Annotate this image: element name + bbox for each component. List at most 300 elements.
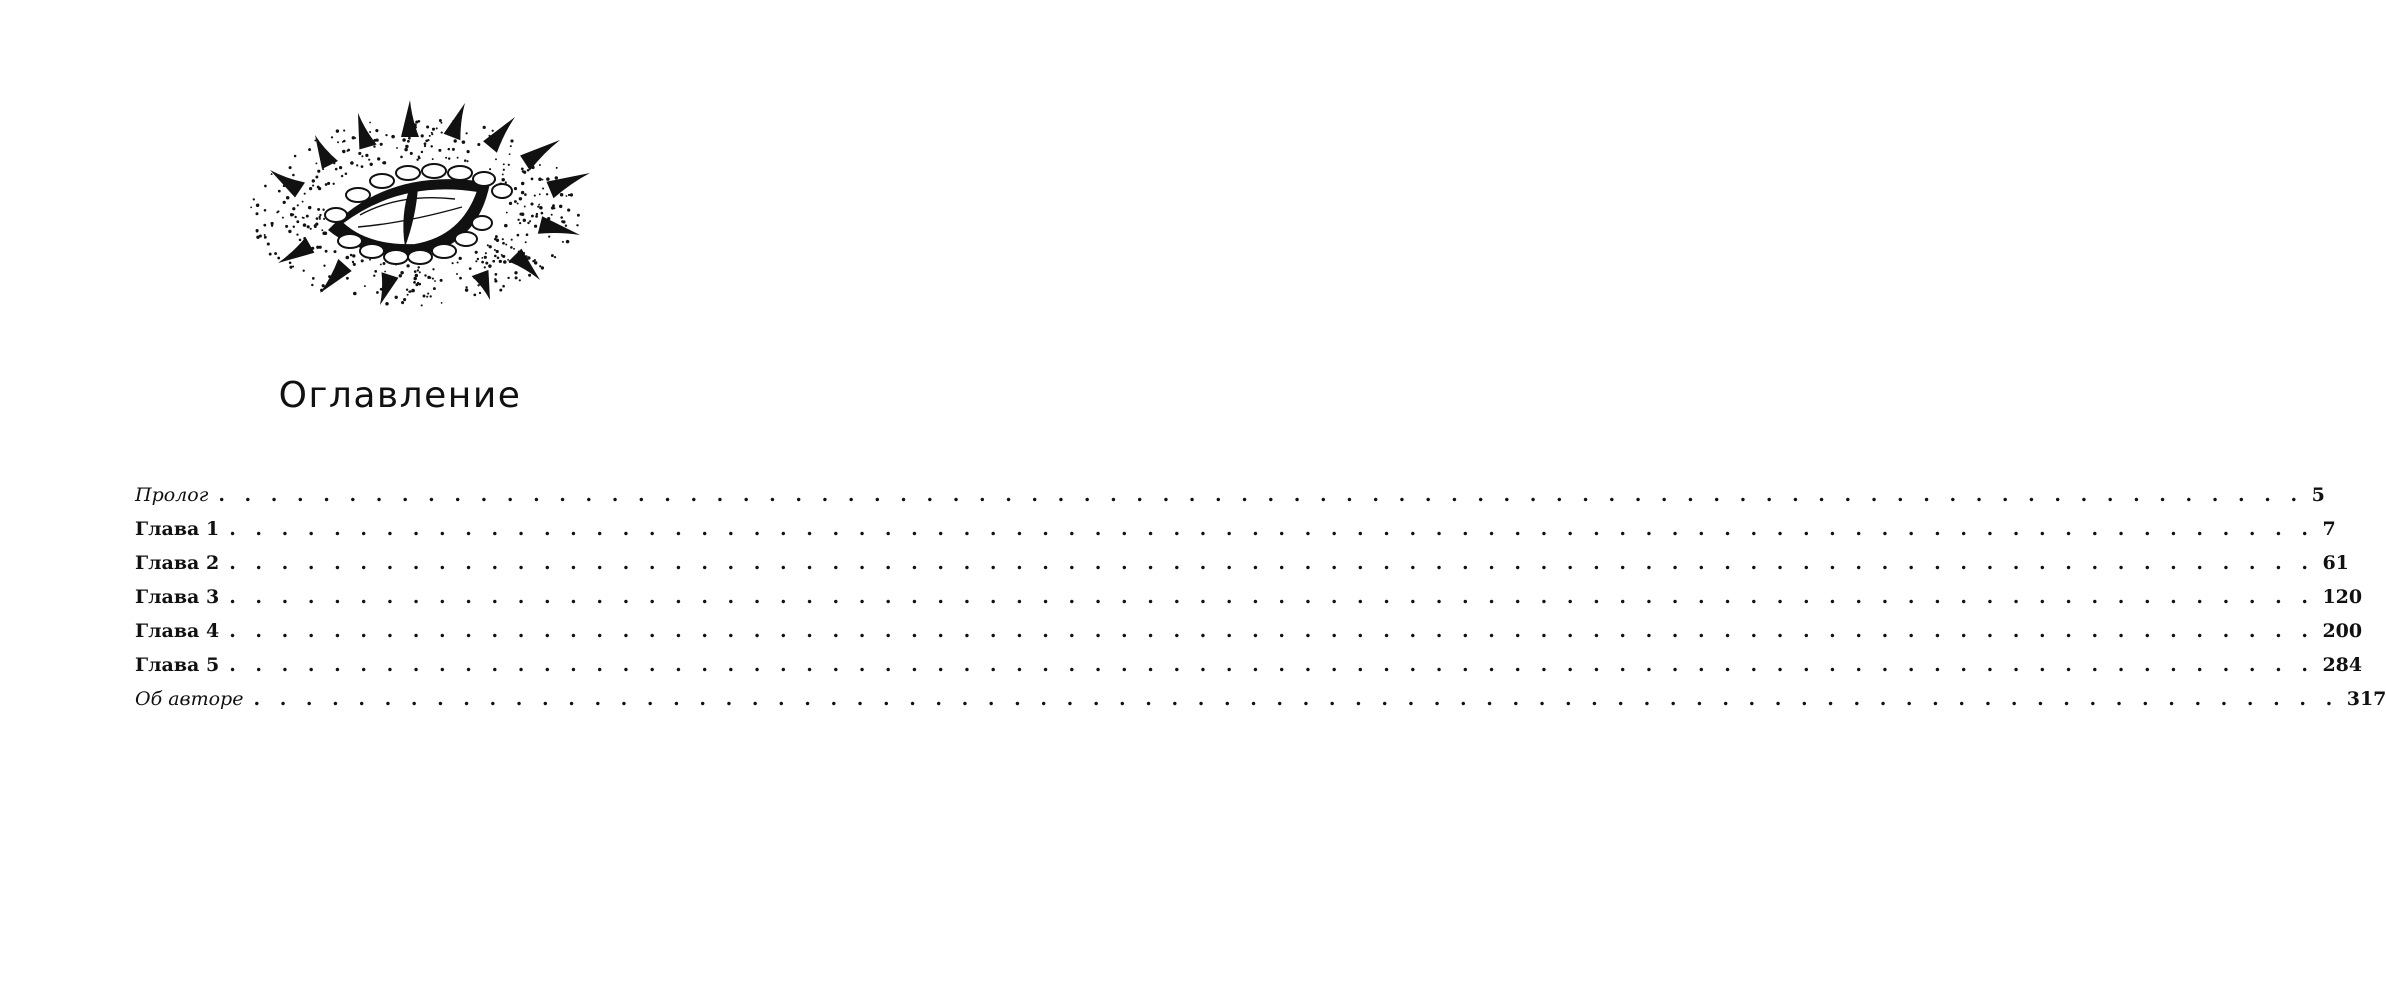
stipple-dot [541, 266, 544, 269]
stipple-dot [416, 158, 418, 160]
stipple-dot [327, 182, 330, 185]
stipple-dot [421, 304, 423, 306]
stipple-dot [316, 246, 319, 249]
dragon-eye-icon [240, 95, 610, 315]
stipple-dot [538, 178, 542, 182]
toc-entry[interactable] [135, 518, 2336, 552]
stipple-dot [477, 143, 480, 146]
toc-entry-page: 61 [2322, 552, 2349, 574]
stipple-dot [552, 204, 555, 207]
stipple-dot [335, 168, 338, 171]
toc-leader-dots: . . . . . . . . . . . . . . . . . . . . . . . . . . . . . . . . . . . . . . . . . . . . . . . . . . . . . . . . . . . . . . . . . . . . . . . . . . . . . . . . [229, 620, 2315, 642]
stipple-dot [519, 197, 522, 200]
stipple-dot [303, 270, 305, 272]
stipple-dot [253, 198, 255, 200]
stipple-dot [361, 259, 364, 262]
stipple-dot [350, 161, 354, 165]
stipple-dot [289, 166, 292, 169]
stipple-dot [353, 292, 357, 296]
stipple-dot [502, 285, 505, 288]
stipple-dot [256, 204, 260, 208]
stipple-dot [318, 187, 321, 190]
stipple-dot [325, 250, 328, 253]
spike-shape [278, 237, 314, 263]
stipple-dot [510, 139, 513, 142]
stipple-dot [523, 219, 526, 222]
stipple-dot [502, 255, 505, 258]
stipple-dot [370, 163, 373, 166]
stipple-dot [384, 271, 386, 273]
stipple-dot [466, 160, 468, 162]
stipple-dot [277, 210, 279, 212]
stipple-dot [424, 142, 427, 145]
stipple-dot [514, 187, 517, 190]
stipple-dot [535, 215, 538, 218]
stipple-dot [315, 162, 317, 164]
stipple-dot [494, 255, 497, 258]
stipple-dot [577, 214, 580, 217]
stipple-dot [350, 254, 353, 257]
stipple-dot [289, 266, 292, 269]
stipple-dot [489, 245, 492, 248]
stipple-dot [562, 241, 564, 243]
stipple-dot [406, 264, 409, 267]
stipple-dot [426, 296, 428, 298]
stipple-dot [496, 250, 499, 253]
stipple-dot [314, 224, 317, 227]
stipple-dot [396, 147, 398, 149]
stipple-dot [503, 260, 507, 264]
stipple-dot [459, 277, 462, 280]
stipple-dot [373, 145, 375, 147]
stipple-dot [424, 145, 426, 147]
toc-entry[interactable] [135, 552, 2349, 586]
stipple-dot [496, 239, 499, 242]
stipple-dot [356, 164, 358, 166]
stipple-dot [475, 260, 477, 262]
stipple-dot [539, 206, 543, 210]
stipple-dot [477, 258, 479, 260]
stipple-dot [536, 213, 538, 215]
stipple-dot [278, 190, 281, 193]
stipple-dot [259, 235, 262, 238]
spike-shape [358, 113, 377, 150]
stipple-dot [499, 260, 502, 263]
stipple-dot [293, 225, 295, 227]
stipple-dot [264, 209, 267, 212]
stipple-dot [346, 277, 349, 280]
toc-leader-dots: . . . . . . . . . . . . . . . . . . . . . . . . . . . . . . . . . . . . . . . . . . . . . . . . . . . . . . . . . . . . . . . . . . . . . . . . . . . . . . . . [229, 552, 2315, 574]
stipple-dot [539, 193, 541, 195]
stipple-dot [270, 222, 273, 225]
stipple-dot [517, 219, 519, 221]
toc-entry[interactable] [135, 654, 2363, 688]
stipple-dot [559, 205, 562, 208]
stipple-dot [521, 213, 525, 217]
stipple-dot [304, 193, 306, 195]
spike-shape [483, 117, 515, 153]
stipple-dot [264, 185, 267, 188]
stipple-dot [352, 261, 354, 263]
stipple-dot [289, 262, 292, 265]
stipple-dot [352, 136, 355, 139]
stipple-dot [562, 220, 565, 223]
toc-entry-label: Глава 2 [135, 552, 220, 574]
stipple-dot [495, 158, 497, 160]
stipple-dot [373, 275, 375, 277]
stipple-dot [526, 233, 529, 236]
stipple-dot [369, 131, 371, 133]
stipple-dot [382, 161, 385, 164]
stipple-dot [425, 139, 428, 142]
stipple-dot [566, 195, 568, 197]
spike-shape [401, 100, 419, 137]
stipple-dot [465, 132, 467, 134]
stipple-dot [414, 270, 417, 273]
stipple-dot [452, 262, 454, 264]
stipple-dot [404, 148, 408, 152]
stipple-dot [408, 291, 410, 293]
stipple-dot [553, 207, 555, 209]
stipple-dot [364, 285, 366, 287]
stipple-dot [302, 217, 304, 219]
stipple-dot [441, 302, 443, 304]
stipple-dot [426, 125, 429, 128]
toc-leader-dots: . . . . . . . . . . . . . . . . . . . . . . . . . . . . . . . . . . . . . . . . . . . . . . . . . . . . . . . . . . . . . . . . . . . . . . . . . . . . . . . . [229, 654, 2315, 676]
stipple-dot [415, 274, 419, 278]
stipple-dot [566, 240, 570, 244]
stipple-dot [524, 193, 527, 196]
stipple-dot [417, 266, 419, 268]
stipple-dot [319, 218, 321, 220]
stipple-dot [542, 187, 544, 189]
stipple-dot [353, 263, 356, 266]
toc-entry-label: Пролог [135, 484, 209, 506]
toc-entry-label: Глава 3 [135, 586, 220, 608]
stipple-dot [316, 217, 319, 220]
stipple-dot [494, 278, 496, 280]
stipple-dot [333, 183, 335, 185]
stipple-dot [282, 217, 284, 219]
stipple-dot [565, 225, 567, 227]
stipple-dot [310, 228, 312, 230]
stipple-dot [256, 230, 258, 232]
stipple-dot [303, 223, 307, 227]
stipple-dot [570, 193, 573, 196]
stipple-dot [459, 257, 462, 260]
stipple-dot [487, 244, 489, 246]
stipple-dot [391, 135, 395, 139]
stipple-dot [537, 205, 539, 207]
stipple-dot [421, 151, 423, 153]
stipple-dot [322, 208, 324, 210]
stipple-dot [292, 174, 295, 177]
stipple-dot [539, 164, 541, 166]
stipple-dot [307, 225, 310, 228]
stipple-dot [302, 201, 304, 203]
toc-entry-label: Глава 4 [135, 620, 220, 642]
stipple-dot [477, 284, 479, 286]
stipple-dot [507, 277, 509, 279]
stipple-dot [411, 289, 415, 293]
stipple-dot [263, 224, 266, 227]
stipple-dot [503, 163, 505, 165]
stipple-dot [297, 204, 299, 206]
page-title: Оглавление [278, 375, 522, 416]
toc-entry-page: 120 [2322, 586, 2363, 608]
stipple-dot [255, 212, 258, 215]
stipple-dot [504, 224, 508, 228]
stipple-dot [285, 225, 288, 228]
stipple-dot [529, 220, 531, 222]
stipple-dot [429, 135, 431, 137]
stipple-dot [399, 274, 402, 277]
stipple-dot [405, 145, 408, 148]
stipple-dot [510, 145, 512, 147]
stipple-dot [315, 176, 318, 179]
stipple-dot [325, 183, 328, 186]
stipple-dot [457, 261, 459, 263]
stipple-dot [499, 289, 502, 292]
stipple-dot [427, 293, 429, 295]
stipple-dot [521, 167, 524, 170]
stipple-dot [531, 178, 534, 181]
stipple-dot [322, 284, 325, 287]
stipple-dot [567, 209, 570, 212]
stipple-dot [440, 122, 442, 124]
stipple-dot [308, 148, 311, 151]
stipple-dot [374, 270, 377, 273]
stipple-dot [421, 134, 424, 137]
toc-entry[interactable] [135, 688, 2386, 722]
stipple-dot [376, 291, 379, 294]
stipple-dot [546, 193, 548, 195]
stipple-dot [312, 277, 315, 280]
stipple-dot [413, 281, 416, 284]
stipple-dot [456, 273, 458, 275]
stipple-dot [560, 216, 563, 219]
stipple-dot [503, 169, 505, 171]
stipple-dot [448, 148, 451, 151]
stipple-dot [369, 122, 371, 124]
stipple-dot [368, 159, 370, 161]
spike-shape [538, 216, 580, 235]
stipple-dot [481, 261, 484, 264]
stipple-dot [403, 298, 406, 301]
stipple-dot [432, 128, 435, 131]
stipple-dot [457, 157, 459, 159]
toc-entry-page: 317 [2346, 688, 2386, 710]
stipple-dot [519, 222, 521, 224]
stipple-dot [492, 260, 495, 263]
stipple-dot [542, 179, 544, 181]
stipple-dot [395, 296, 398, 299]
stipple-dot [507, 259, 509, 261]
stipple-dot [555, 176, 558, 179]
stipple-dot [400, 271, 403, 274]
stipple-dot [495, 273, 498, 276]
stipple-dot [481, 257, 483, 259]
stipple-dot [343, 140, 346, 143]
stipple-dot [406, 289, 408, 291]
stipple-dot [538, 204, 540, 206]
stipple-dot [510, 246, 513, 249]
spike-shape [444, 103, 465, 140]
stipple-dot [410, 152, 413, 155]
stipple-dot [286, 196, 290, 200]
stipple-dot [497, 257, 500, 260]
stipple-dot [462, 140, 466, 144]
stipple-dot [546, 177, 550, 181]
stipple-dot [369, 259, 371, 261]
stipple-dot [445, 157, 447, 159]
stipple-dot [250, 206, 252, 208]
stipple-dot [560, 193, 563, 196]
stipple-dot [527, 169, 530, 172]
stipple-dot [264, 236, 267, 239]
toc-entry-label: Глава 1 [135, 518, 220, 540]
toc-entry[interactable] [135, 620, 2363, 654]
stipple-dot [525, 241, 527, 243]
stipple-dot [508, 164, 510, 166]
stipple-dot [483, 126, 486, 129]
stipple-dot [400, 156, 403, 159]
stipple-dot [485, 252, 487, 254]
stipple-dot [465, 288, 468, 291]
stipple-dot [294, 155, 297, 158]
stipple-dot [576, 224, 578, 226]
stipple-dot [506, 212, 508, 214]
stipple-dot [519, 279, 521, 281]
stipple-dot [385, 134, 387, 136]
stipple-dot [385, 302, 389, 306]
stipple-dot [440, 279, 443, 282]
toc-entry-label: Об авторе [135, 688, 244, 710]
stipple-dot [434, 280, 436, 282]
stipple-dot [513, 248, 515, 250]
stipple-dot [271, 173, 273, 175]
stipple-dot [514, 200, 517, 203]
stipple-dot [306, 215, 309, 218]
stipple-dot [423, 295, 426, 298]
stipple-dot [375, 129, 378, 132]
stipple-dot [432, 158, 434, 160]
stipple-dot [517, 234, 520, 237]
stipple-dot [436, 127, 438, 129]
stipple-dot [523, 170, 526, 173]
stipple-dot [464, 159, 466, 161]
toc-entry-label: Глава 5 [135, 654, 220, 676]
stipple-dot [407, 294, 409, 296]
toc-entry-page: 7 [2322, 518, 2336, 540]
stipple-dot [509, 202, 512, 205]
stipple-dot [343, 130, 345, 132]
stipple-dot [413, 277, 416, 280]
stipple-dot [524, 206, 526, 208]
spike-shape [320, 259, 352, 293]
stipple-dot [501, 178, 504, 181]
stipple-dot [424, 274, 426, 276]
stipple-dot [475, 251, 478, 254]
stipple-dot [312, 185, 314, 187]
stipple-dot [334, 250, 337, 253]
stipple-dot [419, 271, 421, 273]
stipple-dot [277, 257, 280, 260]
stipple-dot [556, 167, 558, 169]
stipple-dot [509, 153, 511, 155]
stipple-dot [430, 145, 432, 147]
stipple-dot [283, 201, 286, 204]
stipple-dot [336, 129, 339, 132]
stipple-dot [347, 149, 350, 152]
stipple-dot [352, 254, 355, 257]
stipple-dot [402, 138, 406, 142]
stipple-dot [433, 287, 436, 290]
stipple-dot [365, 154, 368, 157]
stipple-dot [377, 157, 380, 160]
stipple-dot [541, 212, 544, 215]
stipple-dot [430, 295, 432, 297]
stipple-dot [299, 239, 302, 242]
stipple-dot [361, 165, 364, 168]
stipple-dot [554, 256, 556, 258]
stipple-dot [380, 143, 383, 146]
toc-entry-page: 5 [2311, 484, 2325, 506]
stipple-dot [337, 141, 339, 143]
spike-shape [380, 272, 399, 305]
stipple-dot [514, 271, 517, 274]
stipple-dot [495, 235, 498, 238]
stipple-dot [324, 232, 328, 236]
stipple-dot [534, 261, 537, 264]
stipple-dot [532, 260, 534, 262]
stipple-dot [531, 215, 534, 218]
toc-entry[interactable] [135, 586, 2363, 620]
table-of-contents [135, 484, 2386, 722]
toc-leader-dots: . . . . . . . . . . . . . . . . . . . . . . . . . . . . . . . . . . . . . . . . . . . . . . . . . . . . . . . . . . . . . . . . . . . . . . . . . . . . . . . . [229, 586, 2315, 608]
stipple-dot [479, 292, 481, 294]
stipple-dot [401, 301, 404, 304]
stipple-dot [568, 194, 570, 196]
stipple-dot [551, 214, 553, 216]
stipple-dot [317, 208, 320, 211]
stipple-dot [469, 267, 472, 270]
stipple-dot [407, 140, 410, 143]
stipple-dot [484, 266, 486, 268]
stipple-dot [492, 130, 494, 132]
toc-leader-dots: . . . . . . . . . . . . . . . . . . . . . . . . . . . . . . . . . . . . . . . . . . . . . . . . . . . . . . . . . . . . . . . . . . . . . . . . . . . . . . . . [218, 484, 2304, 506]
stipple-dot [408, 137, 411, 140]
stipple-dot [321, 229, 323, 231]
stipple-dot [308, 206, 311, 209]
stipple-dot [511, 239, 513, 241]
stipple-dot [415, 120, 418, 123]
stipple-dot [551, 254, 554, 257]
stipple-dot [345, 172, 348, 175]
stipple-dot [339, 166, 342, 169]
stipple-dot [517, 202, 519, 204]
stipple-dot [346, 256, 350, 260]
stipple-dot [505, 243, 507, 245]
stipple-dot [432, 278, 434, 280]
stipple-dot [432, 268, 434, 270]
toc-entry[interactable] [135, 484, 2325, 518]
stipple-dot [431, 132, 433, 134]
stipple-dot [331, 136, 333, 138]
stipple-dot [274, 252, 277, 255]
stipple-dot [317, 170, 320, 173]
stipple-dot [311, 284, 313, 286]
